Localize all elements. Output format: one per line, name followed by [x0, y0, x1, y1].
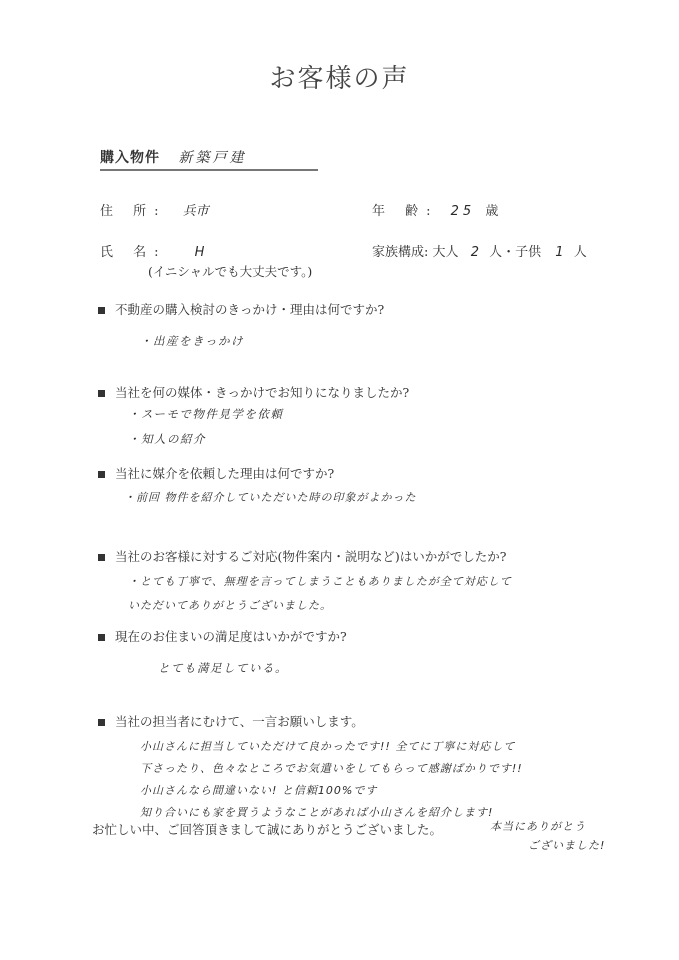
family-adults-count: 2	[470, 245, 479, 260]
answer-6-line-3: 小山さんなら間違いない! と信頼100%です	[140, 784, 378, 797]
age-value: 25	[450, 204, 476, 219]
family-adults-label: 大人	[432, 245, 459, 260]
age-unit: 歳	[485, 204, 499, 219]
name-note: (イニシャルでも大丈夫です。)	[148, 264, 313, 279]
answer-2-line-2: ・知人の紹介	[128, 432, 206, 446]
property-type-value: 新築戸建	[178, 150, 247, 166]
bullet-square-icon	[98, 471, 105, 478]
property-type-label: 購入物件	[100, 150, 160, 166]
question-2	[98, 383, 409, 401]
answer-5-line-1: とても満足している。	[158, 661, 288, 675]
family-label: 家族構成:	[372, 245, 429, 260]
family-adults-unit: 人・子供	[489, 245, 542, 260]
bullet-square-icon	[98, 554, 105, 561]
address-value: 兵市	[182, 204, 209, 219]
address-label: 住 所:	[100, 204, 167, 219]
answer-6-line-2: 下さったり、色々なところでお気遣いをしてもらって感謝ばかりです!!	[140, 762, 523, 775]
closing-message: お忙しい中、ご回答頂きまして誠にありがとうございました。	[92, 822, 443, 837]
family-children-unit: 人	[573, 245, 587, 260]
question-2-text: 当社を何の媒体・きっかけでお知りになりましたか?	[115, 385, 410, 400]
question-5	[98, 627, 347, 645]
name-label: 氏 名:	[100, 245, 167, 260]
property-type-row	[100, 147, 318, 171]
bullet-square-icon	[98, 634, 105, 641]
answer-2-line-1: ・スーモで物件見学を依頼	[128, 407, 284, 421]
question-6-text: 当社の担当者にむけて、一言お願いします。	[115, 714, 364, 729]
question-1	[98, 300, 384, 318]
answer-4-line-1: ・とても丁寧で、無理を言ってしまうこともありましたが全て対応して	[128, 575, 512, 588]
address-field	[100, 200, 209, 219]
bullet-square-icon	[98, 719, 105, 726]
question-4	[98, 547, 506, 565]
family-field	[372, 241, 587, 260]
question-1-text: 不動産の購入検討のきっかけ・理由は何ですか?	[115, 302, 385, 317]
closing-reply-line-1: 本当にありがとう	[490, 820, 586, 833]
answer-6-line-4: 知り合いにも家を買うようなことがあれば小山さんを紹介します!	[140, 806, 494, 819]
answer-6-line-1: 小山さんに担当していただけて良かったです!! 全てに丁寧に対応して	[140, 740, 516, 753]
name-value: H	[194, 245, 205, 260]
age-label: 年 齢:	[372, 204, 439, 219]
answer-3-line-1: ・前回 物件を紹介していただいた時の印象がよかった	[124, 491, 417, 504]
question-4-text: 当社のお客様に対するご対応(物件案内・説明など)はいかがでしたか?	[115, 549, 507, 564]
closing-reply-line-2: ございました!	[528, 839, 606, 852]
page-title: お客様の声	[269, 64, 410, 94]
answer-4-line-2: いただいてありがとうございました。	[128, 599, 332, 612]
bullet-square-icon	[98, 390, 105, 397]
answer-1-line-1: ・出産をきっかけ	[140, 334, 244, 348]
age-field	[372, 200, 498, 219]
question-3	[98, 464, 334, 482]
name-field	[100, 241, 204, 260]
question-3-text: 当社に媒介を依頼した理由は何ですか?	[115, 466, 335, 481]
question-5-text: 現在のお住まいの満足度はいかがですか?	[115, 629, 347, 644]
family-children-count: 1	[555, 245, 564, 260]
question-6	[98, 712, 364, 730]
bullet-square-icon	[98, 307, 105, 314]
